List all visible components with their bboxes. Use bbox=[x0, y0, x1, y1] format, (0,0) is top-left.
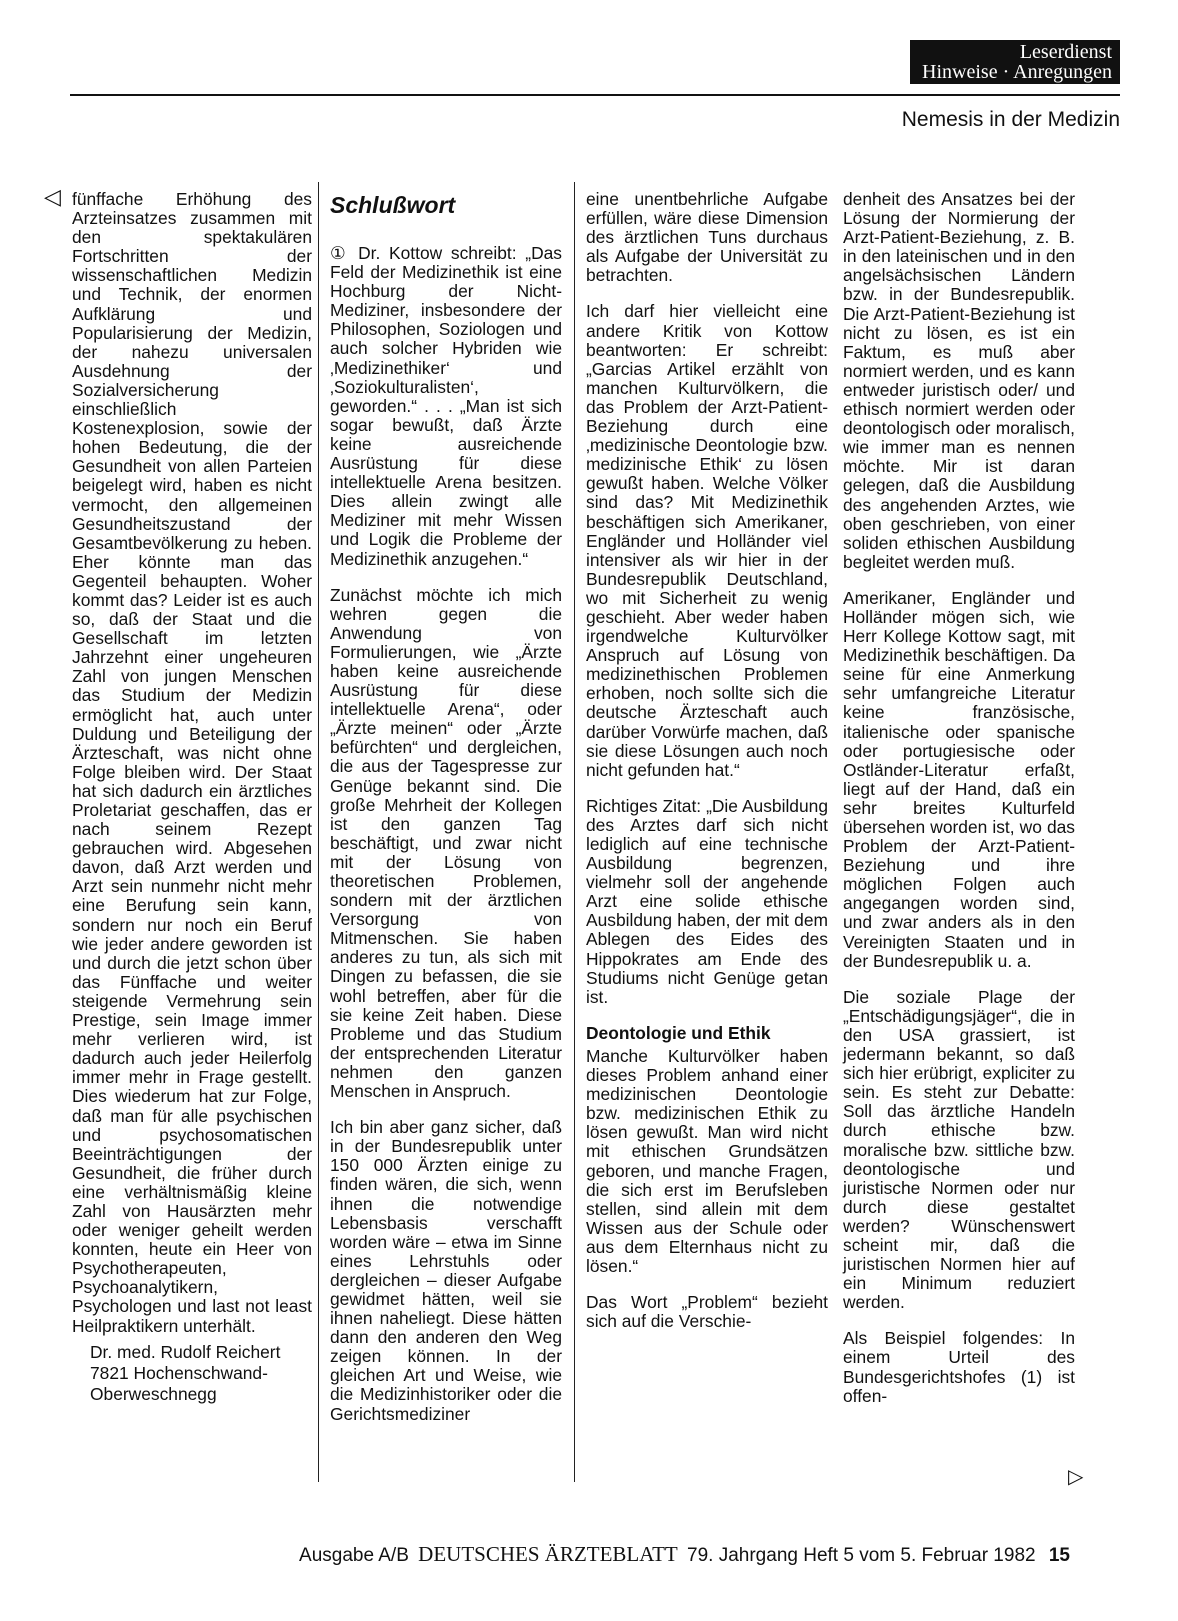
page-number: 15 bbox=[1048, 1545, 1070, 1566]
signature-line: 7821 Hochenschwand- bbox=[90, 1362, 268, 1383]
paragraph: Richtiges Zitat: „Die Ausbildung des Arztes darf sich nicht lediglich auf eine technische Ausbildung begrenzen, vielmehr soll der angehende Arzt eine solide ethische Ausbildung haben, der mit dem Ablegen des Eides des Hippokrates am Ende des Studiums nicht Genüge getan ist. bbox=[586, 795, 828, 1007]
col1-text: fünffache Erhöhung des Arzteinsatzes zusammen mit den spektakulären Fortschritten der wissenschaftlichen Medizin und Technik, der enormen Aufklärung und Popularisierung der Medizin, der nahezu universalen Ausdehnung der Sozialversicherung einschließlich Kostenexplosion, sowie der hohen Bedeutung, die der Gesundheit von allen Parteien beigelegt wird, haben es nicht vermocht, den allgemeinen Gesundheitszustand der Gesamtbevölkerung zu heben. Eher könnte man das Gegenteil behaupten. Woher kommt das? Leider ist es auch so, daß der Staat und die Gesellschaft im letzten Jahrzehnt einer ungeheuren Zahl von jungen Menschen das Studium der Medizin ermöglicht hat, auch unter Duldung und Beteiligung der Ärzteschaft, was nicht ohne Folge bleiben wird. Der Staat hat sich dadurch ein ärztliches Proletariat geschaffen, das er nach seinem Rezept gebrauchen wird. Abgesehen davon, daß Arzt werden und Arzt sein nunmehr nicht mehr eine Berufung sein kann, sondern nur noch ein Beruf wie jeder andere geworden ist und durch die jetzt schon über das Fünffache und weiter steigende Vermehrung sein Prestige, sein Image immer mehr verlieren wird, ist dadurch auch jeder Heilerfolg immer mehr in Frage gestellt. Dies wiederum hat zur Folge, daß man für alle psychischen und psychosomatischen Beeinträchtigungen der Gesundheit, die früher durch eine verhältnismäßig kleine Zahl von Hausärzten mehr oder weniger geheilt werden konnten, heute ein Heer von Psychotherapeuten, Psychoanalytikern, Psychologen und last not least Heilpraktikern unterhält. bbox=[72, 189, 312, 1336]
footer-journal: DEUTSCHES ÄRZTEBLATT bbox=[418, 1542, 678, 1566]
continued-from-icon: ◁ bbox=[44, 184, 61, 209]
column-divider bbox=[574, 182, 575, 1482]
column-3 bbox=[586, 190, 828, 1348]
section-label-box bbox=[910, 40, 1120, 84]
paragraph: Ich darf hier vielleicht eine andere Kritik von Kottow beantworten: Er schreibt: „Garcias Artikel erzählt von manchen Kulturvölkern, die das Problem der Arzt-Patient-Beziehung durch eine ‚medizinische Deontologie bzw. medizinische Ethik‘ zu lösen gewußt haben. Welche Völker sind das? Mit Medizinethik beschäftigen sich Amerikaner, Engländer und Holländer viel intensiver als wir hier in der Bundesrepublik Deutschland, wo mit Sicherheit zu wenig geschieht. Aber weder haben irgendwelche Kulturvölker Anspruch auf Lösung von medizinethischen Problemen erhoben, noch sollte sich die deutsche Ärzteschaft auch darüber Vorwürfe machen, daß sie diese Lösungen auch noch nicht gefunden hat.“ bbox=[586, 301, 828, 780]
paragraph: Als Beispiel folgendes: In einem Urteil des Bundesgerichtshofes (1) ist offen- bbox=[843, 1328, 1075, 1406]
section-label-line1: Leserdienst bbox=[1019, 41, 1112, 63]
section-label-line2: Hinweise · Anregungen bbox=[922, 61, 1112, 83]
header-rule bbox=[70, 94, 1120, 96]
subheading: Deontologie und Ethik bbox=[586, 1022, 771, 1043]
paragraph: Ich bin aber ganz sicher, daß in der Bundesrepublik unter 150 000 Ärzten einige zu finden wären, die sich, wenn ihnen die notwendige Lebensbasis verschafft worden wäre – etwa im Sinne eines Lehrstuhls oder dergleichen – dieser Aufgabe gewidmet hätten, weil sie ihnen naheliegt. Diese hätten dann den anderen den Weg zeigen können. In der gleichen Art und Weise, wie die Medizinhistoriker oder die Gerichtsmediziner bbox=[330, 1117, 562, 1424]
page-footer bbox=[299, 1542, 1070, 1567]
paragraph: Zunächst möchte ich mich wehren gegen die Anwendung von Formulierungen, wie „Ärzte haben keine ausreichende Ausrüstung für diese intellektuelle Arena“, oder „Ärzte meinen“ oder „Ärzte befürchten“ und dergleichen, die aus der Tagespresse zur Genüge bekannt sind. Die große Mehrheit der Kollegen ist den ganzen Tag beschäftigt, und zwar nicht mit der Lösung von theoretischen Problemen, sondern mit der ärztlichen Versorgung von Mitmenschen. Sie haben anderes zu tun, als sich mit Dingen zu befassen, die sie wohl betreffen, aber für die sie keine Zeit haben. Diese Probleme und das Studium der entsprechenden Literatur nehmen den ganzen Menschen in Anspruch. bbox=[330, 584, 562, 1102]
footer-edition: Ausgabe A/B bbox=[299, 1545, 409, 1566]
paragraph: Manche Kulturvölker haben dieses Problem anhand einer medizinischen Deontologie bzw. medizinischen Ethik zu lösen gewußt. Man wird nicht mit ethischen Grundsätzen geboren, und manche Fragen, die sich erst im Berufsleben stellen, sind allein mit dem Wissen aus der Schule oder aus dem Elternhaus nicht zu lösen.“ bbox=[586, 1045, 828, 1276]
column-divider bbox=[318, 182, 319, 1482]
paragraph: denheit des Ansatzes bei der Lösung der Normierung der Arzt-Patient-Beziehung, z. B. in den lateinischen und in den angelsächsischen Ländern bzw. in der Bundesrepublik. Die Arzt-Patient-Beziehung ist nicht zu lösen, es ist ein Faktum, es muß aber normiert werden, und es kann entweder juristisch oder/ und ethisch normiert werden oder deontologisch oder moralisch, wie immer man es nennen möchte. Mir ist daran gelegen, daß die Ausbildung des angehenden Arztes, wie oben geschrieben, von einer soliden ethischen Ausbildung begleitet werden muß. bbox=[843, 189, 1075, 572]
signature bbox=[72, 1342, 312, 1405]
paragraph: Das Wort „Problem“ bezieht sich auf die Verschie- bbox=[586, 1292, 828, 1332]
column-1 bbox=[72, 190, 312, 1405]
footer-issue: 79. Jahrgang Heft 5 vom 5. Februar 1982 bbox=[687, 1545, 1036, 1566]
signature-line: Oberweschnegg bbox=[90, 1383, 217, 1404]
paragraph: ① Dr. Kottow schreibt: „Das Feld der Medizinethik ist eine Hochburg der Nicht-Mediziner, insbesondere der Philosophen, Soziologen und auch solcher Hybriden wie ‚Medizinethiker‘ und ‚Soziokulturalisten‘, geworden.“ . . . „Man ist sich sogar bewußt, daß Ärzte keine ausreichende Ausrüstung für diese intellektuelle Arena besitzen. Dies allein zwingt alle Mediziner mit mehr Wissen und Logik die Probleme der Medizinethik anzugehen.“ bbox=[330, 243, 562, 569]
paragraph: Die soziale Plage der „Entschädigungsjäger“, die in den USA grassiert, ist jedermann bekannt, so daß sich hier erübrigt, expliciter zu sein. Es steht zur Debatte: Soll das ärztliche Handeln durch ethische bzw. moralische bzw. sittliche bzw. deontologische und juristische Normen oder nur durch diese gestaltet werden? Wünschenswert scheint mir, daß die juristischen Normen hier auf ein Minimum reduziert werden. bbox=[843, 986, 1075, 1313]
paragraph: eine unentbehrliche Aufgabe erfüllen, wäre diese Dimension des ärztlichen Tuns durchaus als Aufgabe der Universität zu betrachten. bbox=[586, 189, 828, 286]
column-4 bbox=[843, 190, 1075, 1423]
signature-line: Dr. med. Rudolf Reichert bbox=[90, 1341, 281, 1362]
section-title: Nemesis in der Medizin bbox=[901, 108, 1120, 131]
article-title: Schlußwort bbox=[330, 192, 456, 218]
paragraph: Amerikaner, Engländer und Holländer mögen sich, wie Herr Kollege Kottow sagt, mit Medizinethik beschäftigen. Da seine für eine Anmerkung sehr umfangreiche Literatur keine französische, italienische oder spanische oder portugiesische oder Ostländer-Literatur erfaßt, liegt auf der Hand, daß ein sehr breites Kulturfeld übersehen worden ist, wo das Problem der Arzt-Patient-Beziehung und ihre möglichen Folgen auch angegangen worden sind, und zwar anders als in den Vereinigten Staaten und in der Bundesrepublik u. a. bbox=[843, 587, 1076, 971]
column-2 bbox=[330, 190, 562, 1441]
continued-to-icon: ▷ bbox=[1068, 1466, 1084, 1488]
